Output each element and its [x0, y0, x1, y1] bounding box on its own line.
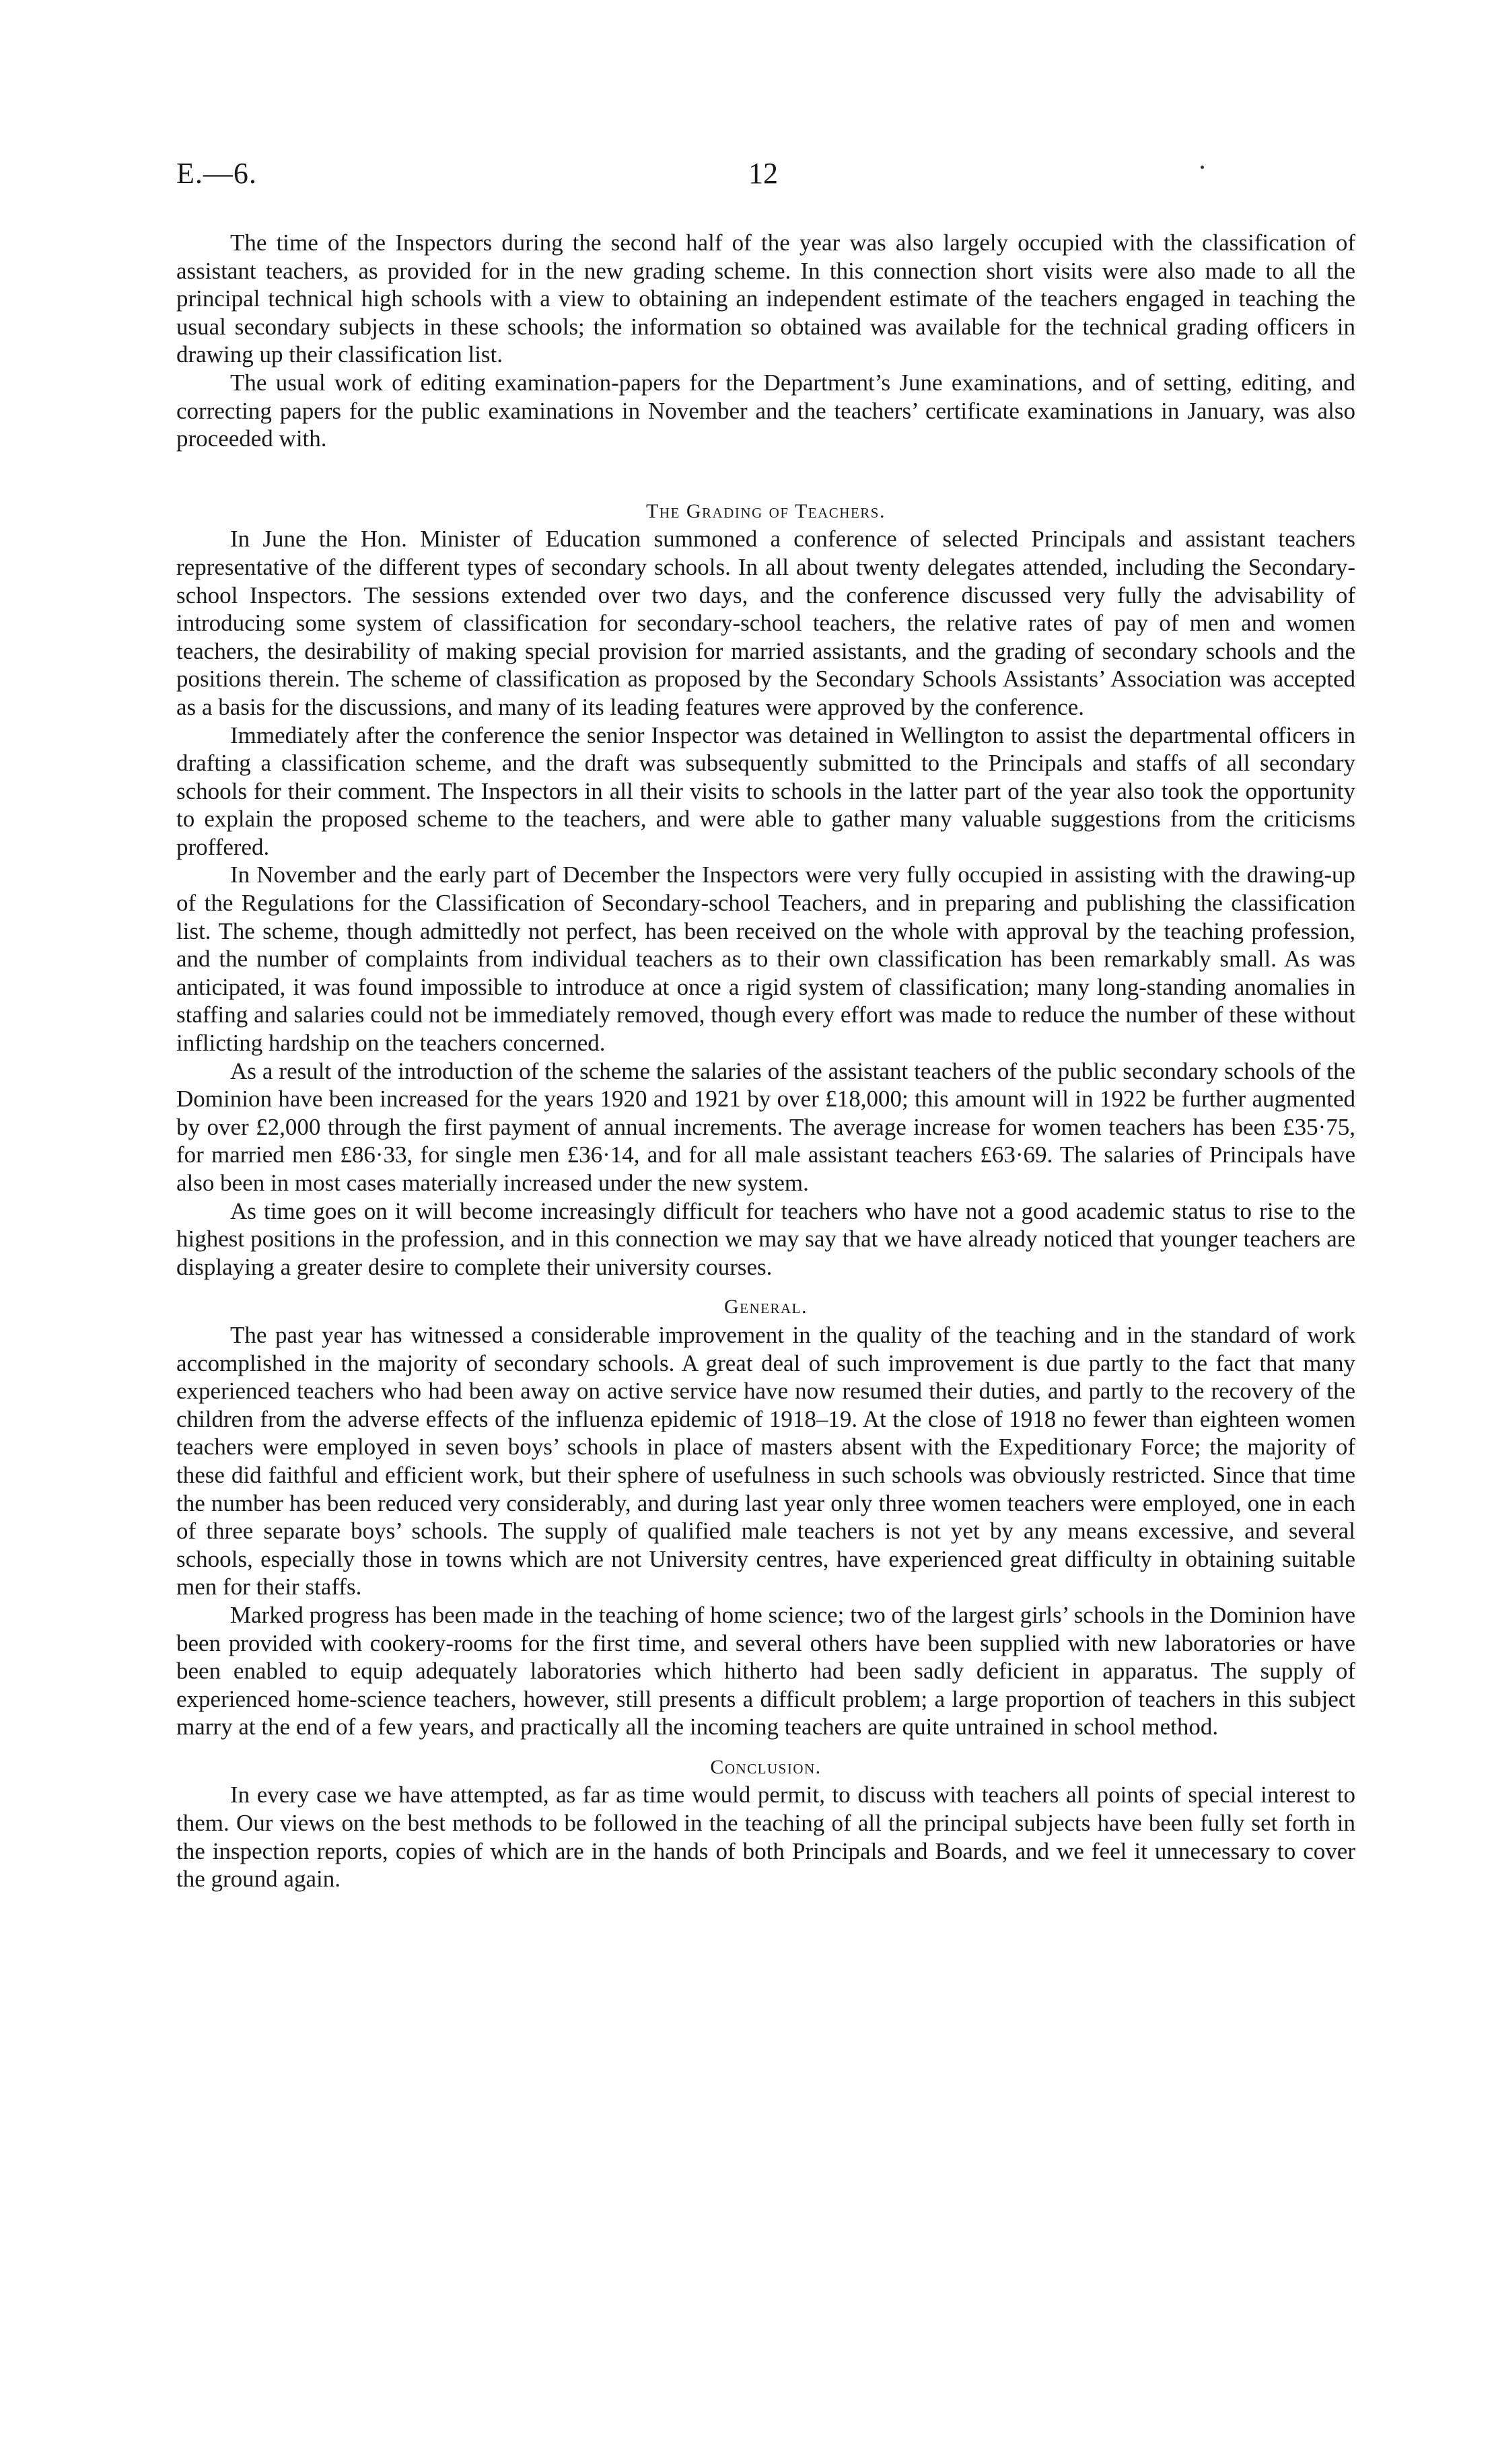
scan-speck	[1201, 166, 1204, 169]
paragraph: As a result of the introduction of the scheme the salaries of the assistant teachers of the public secondary schools of the Dominion have been increased for the years 1920 and 1921 by over £18,000; this amount will in 1922 be further augmented by over £2,000 through the first payment of annual increments. The average increase for women teachers has been £35·75, for married men £86·33, for single men £36·14, and for all male assistant teachers £63·69. The salaries of Principals have also been in most cases materially increased under the new system.	[176, 1057, 1355, 1196]
paragraph: Marked progress has been made in the teaching of home science; two of the largest girls’ schools in the Dominion have been provided with cookery-rooms for the first time, and several others have been supplied with new laboratories or have been enabled to equip adequately laboratories which hitherto had been sadly deficient in apparatus. The supply of experienced home-science teachers, however, still presents a difficult problem; a large proportion of teachers in this subject marry at the end of a few years, and practically all the incoming teachers are quite untrained in school method.	[176, 1601, 1355, 1740]
paragraph: Immediately after the conference the senior Inspector was detained in Wellington to assist the departmental officers in drafting a classification scheme, and the draft was subsequently submitted to the Principals and staffs of all secondary schools for their comment. The Inspectors in all their visits to schools in the latter part of the year also took the opportunity to explain the proposed scheme to the teachers, and were able to gather many valuable suggestions from the criticisms proffered.	[176, 721, 1355, 860]
paragraph: In every case we have attempted, as far as time would permit, to discuss with teachers all points of special interest to them. Our views on the best methods to be followed in the teaching of all the principal subjects have been fully set forth in the inspection reports, copies of which are in the hands of both Principals and Boards, and we feel it unnecessary to cover the ground again.	[176, 1782, 1355, 1893]
paragraph: The usual work of editing examination-papers for the Department’s June examinations, and of setting, editing, and correcting papers for the public examinations in November and the teachers’ certificate examinations in January, was also proceeded with.	[176, 369, 1355, 452]
page-header	[176, 156, 1355, 203]
section-heading-general: General.	[724, 1296, 808, 1318]
body-text	[176, 229, 1355, 1893]
paragraph: The time of the Inspectors during the second half of the year was also largely occupied with the classification of assistant teachers, as provided for in the new grading scheme. In this connection short visits were also made to all the principal technical high schools with a view to obtaining an independent estimate of the teachers engaged in teaching the usual secondary subjects in these schools; the information so obtained was available for the technical grading officers in drawing up their classification list.	[176, 230, 1355, 368]
document-reference: E.—6.	[176, 157, 257, 190]
section-heading-grading-of-teachers: The Grading of Teachers.	[646, 499, 886, 522]
paragraph: The past year has witnessed a considerable improvement in the quality of the teaching and in the standard of work accomplished in the majority of secondary schools. A great deal of such improvement is due partly to the fact that many experienced teachers who had been away on active service have now resumed their duties, and partly to the recovery of the children from the adverse effects of the influenza epidemic of 1918–19. At the close of 1918 no fewer than eighteen women teachers were employed in seven boys’ schools in place of masters absent with the Expeditionary Force; the majority of these did faithful and efficient work, but their sphere of usefulness in such schools was obviously restricted. Since that time the number has been reduced very considerably, and during last year only three women teachers were employed, one in each of three separate boys’ schools. The supply of qualified male teachers is not yet by any means excessive, and several schools, especially those in towns which are not University centres, have experienced great difficulty in obtaining suitable men for their staffs.	[176, 1321, 1355, 1600]
section-heading-conclusion: Conclusion.	[710, 1755, 822, 1778]
paragraph: In November and the early part of December the Inspectors were very fully occupied in assisting with the drawing-up of the Regulations for the Classification of Secondary-school Teachers, and in preparing and publishing the classification list. The scheme, though admittedly not perfect, has been received on the whole with approval by the teaching profession, and the number of complaints from individual teachers as to their own classification has been remarkably small. As was anticipated, it was found impossible to introduce at once a rigid system of classification; many long-standing anomalies in staffing and salaries could not be immediately removed, though every effort was made to reduce the number of these without inflicting hardship on the teachers concerned.	[176, 861, 1355, 1057]
paragraph: In June the Hon. Minister of Education summoned a conference of selected Principals and assistant teachers representative of the different types of secondary schools. In all about twenty delegates attended, including the Secondary-school Inspectors. The sessions extended over two days, and the conference discussed very fully the advisability of introducing some system of classification for secondary-school teachers, the relative rates of pay of men and women teachers, the desirability of making special provision for married assistants, and the grading of secondary schools and the positions therein. The scheme of classification as proposed by the Secondary Schools Assistants’ Association was accepted as a basis for the discussions, and many of its leading features were approved by the conference.	[176, 526, 1355, 720]
paragraph: As time goes on it will become increasingly difficult for teachers who have not a good academic status to rise to the highest positions in the profession, and in this connection we may say that we have already noticed that younger teachers are displaying a greater desire to complete their university courses.	[176, 1197, 1355, 1280]
page-number: 12	[748, 157, 778, 190]
